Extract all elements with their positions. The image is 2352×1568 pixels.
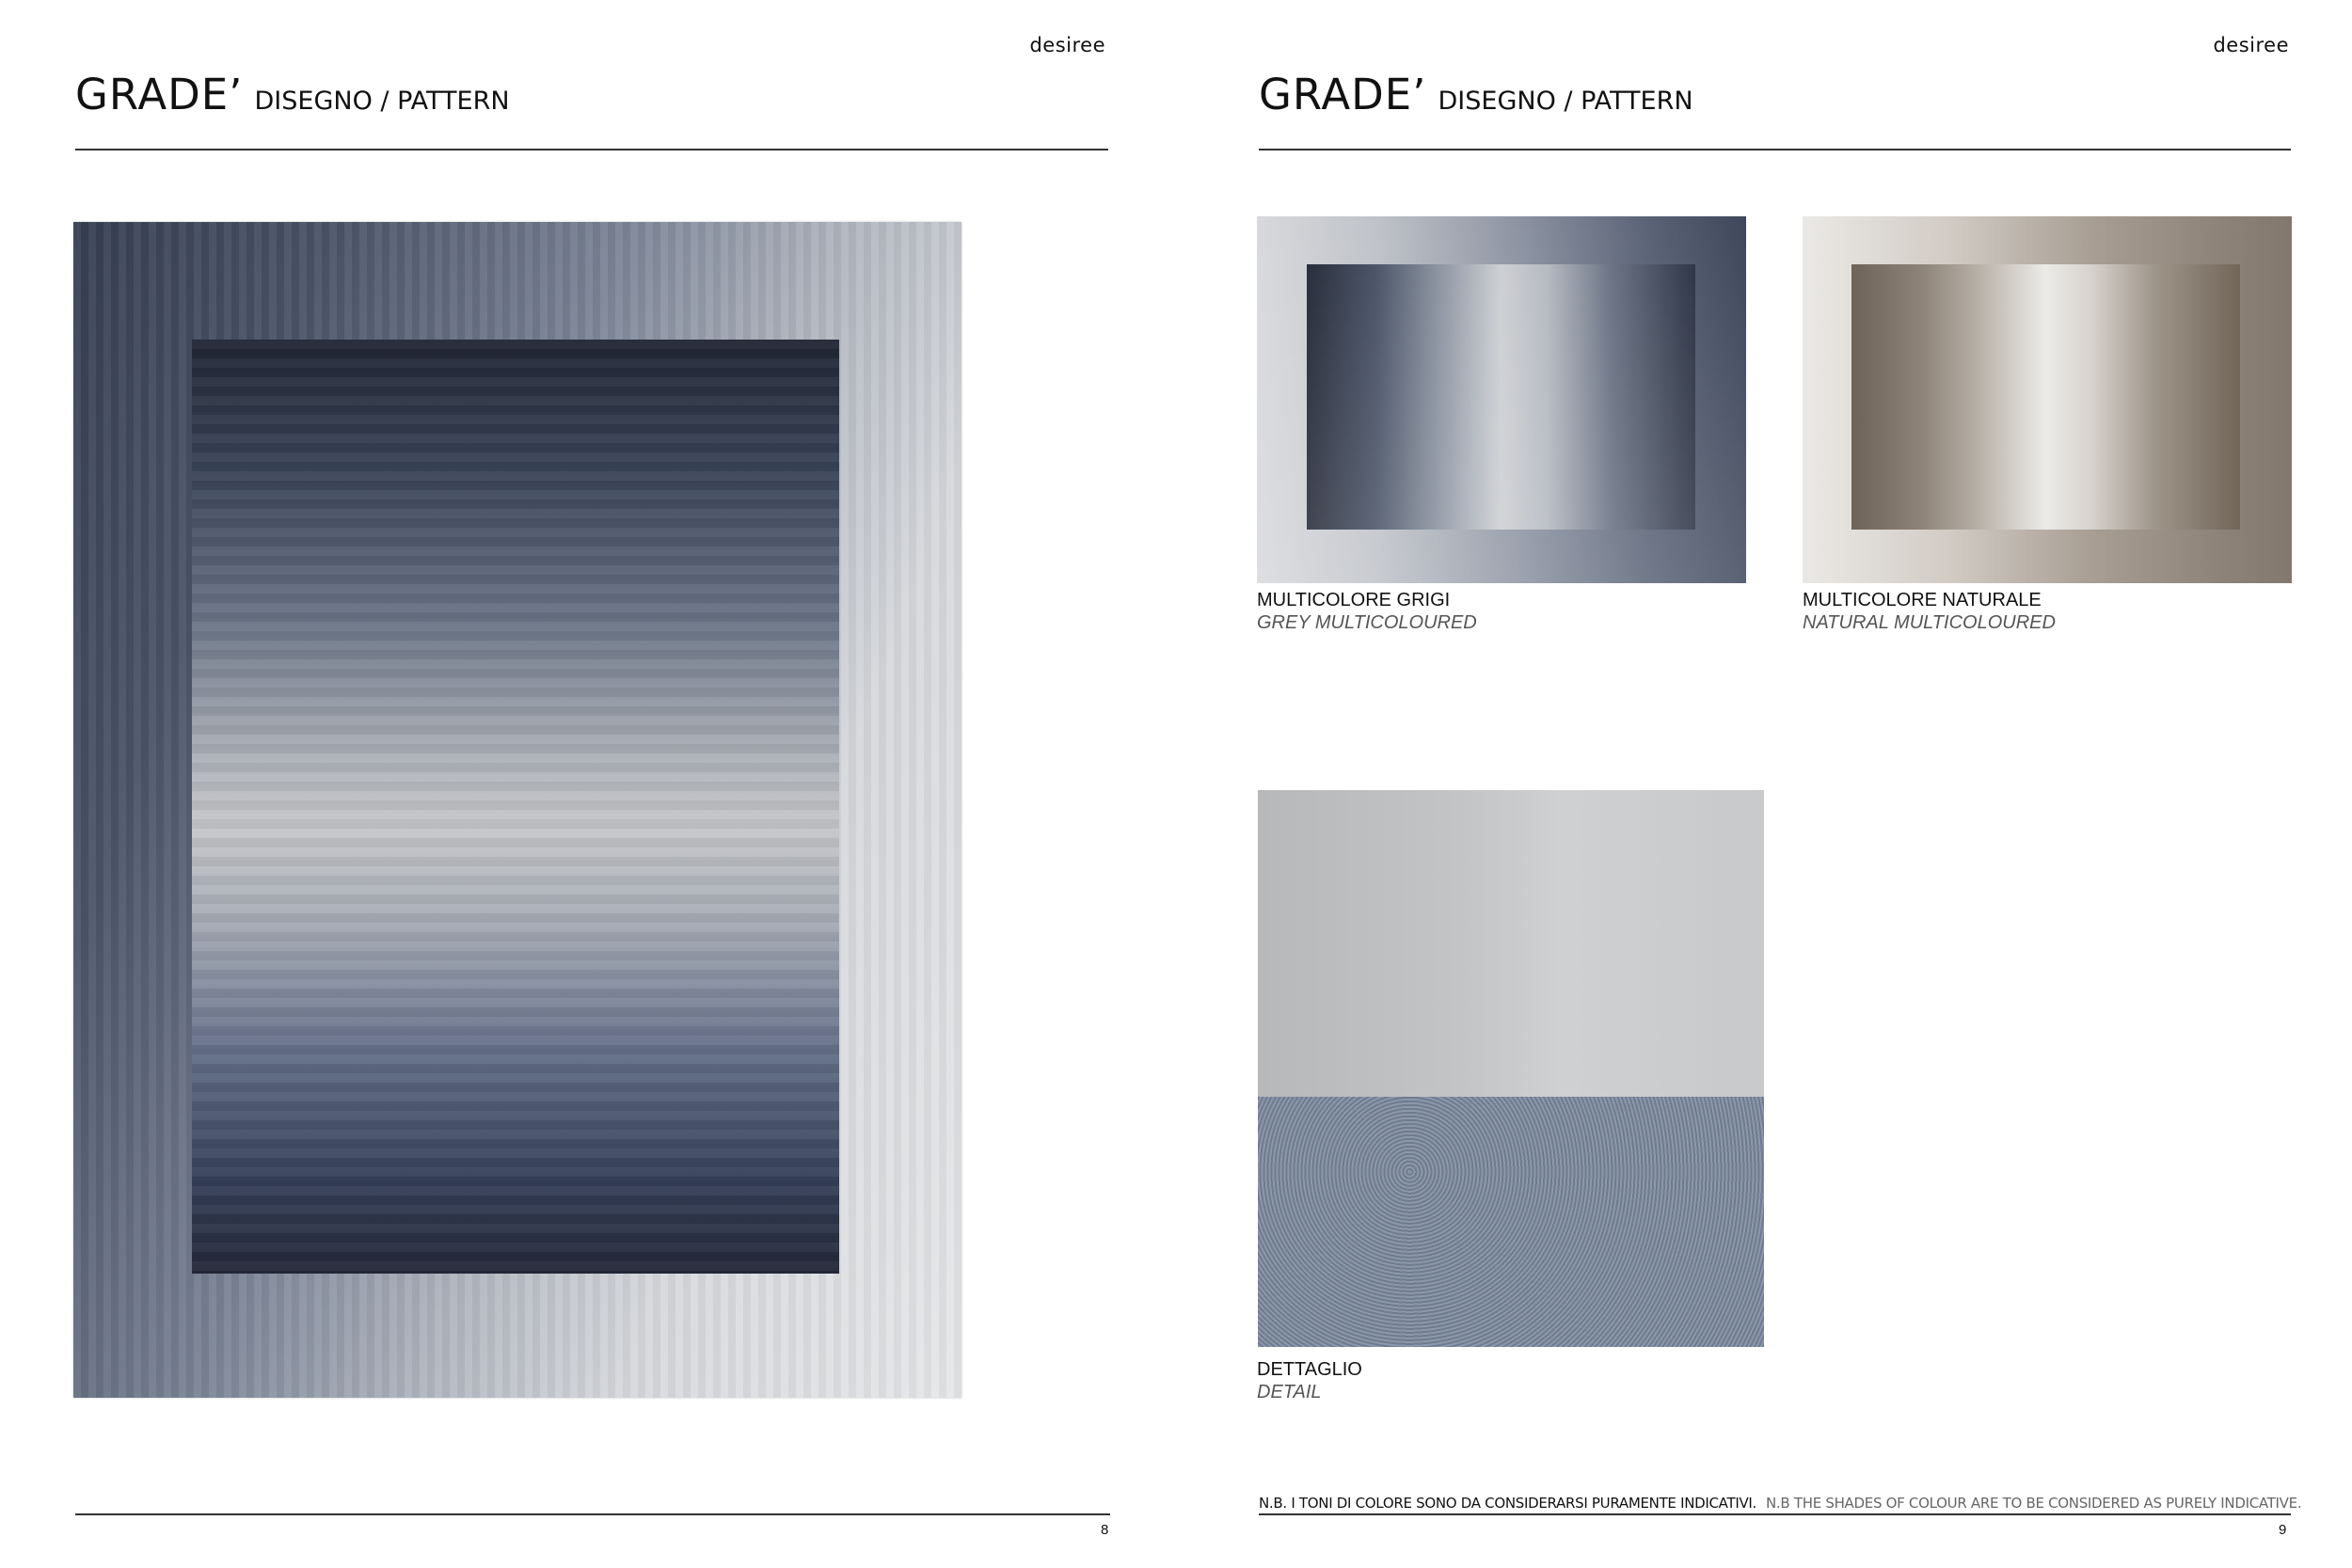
disclaimer-en: N.B THE SHADES OF COLOUR ARE TO BE CONSIDERED AS PURELY INDICATIVE. [1766,1495,2302,1512]
footer-rule [1259,1513,2291,1515]
detail-caption [1257,1359,1362,1403]
rug-main-image [73,222,961,1398]
page-number: 9 [2279,1522,2287,1538]
variant-label-it: MULTICOLORE GRIGI [1257,590,1451,610]
title-subtitle: DISEGNO / PATTERN [1438,87,1693,116]
title-main: GRADE’ [75,70,244,119]
brand-logo: desiree [1029,34,1105,56]
footer-rule [75,1513,1110,1515]
variant-natural-center [1851,264,2240,530]
page-title [1259,70,1693,119]
detail-texture [1258,1097,1764,1347]
brand-logo: desiree [2213,34,2289,56]
variant-natural-image [1803,216,2292,583]
rug-main-center [192,340,839,1274]
header-rule [1259,149,2291,150]
variant-grey-center [1307,264,1695,530]
page-title [75,70,510,119]
variant-label-en: GREY MULTICOLOURED [1257,612,1477,633]
title-subtitle: DISEGNO / PATTERN [254,87,510,116]
variant-grey-caption [1257,590,1477,634]
right-page [1176,0,2352,1568]
variant-label-it: MULTICOLORE NATURALE [1803,590,2042,610]
disclaimer-it: N.B. I TONI DI COLORE SONO DA CONSIDERARSI PURAMENTE INDICATIVI. [1259,1495,1757,1512]
variant-natural-caption [1803,590,2056,634]
title-main: GRADE’ [1259,70,1427,119]
detail-image [1258,790,1764,1347]
variant-label-en: DETAIL [1257,1382,1322,1402]
variant-label-en: NATURAL MULTICOLOURED [1803,612,2056,633]
colour-disclaimer [1259,1495,2301,1512]
variant-grey-image [1257,216,1746,583]
header-rule [75,149,1108,150]
page-number: 8 [1101,1522,1109,1538]
variant-label-it: DETTAGLIO [1257,1359,1362,1380]
